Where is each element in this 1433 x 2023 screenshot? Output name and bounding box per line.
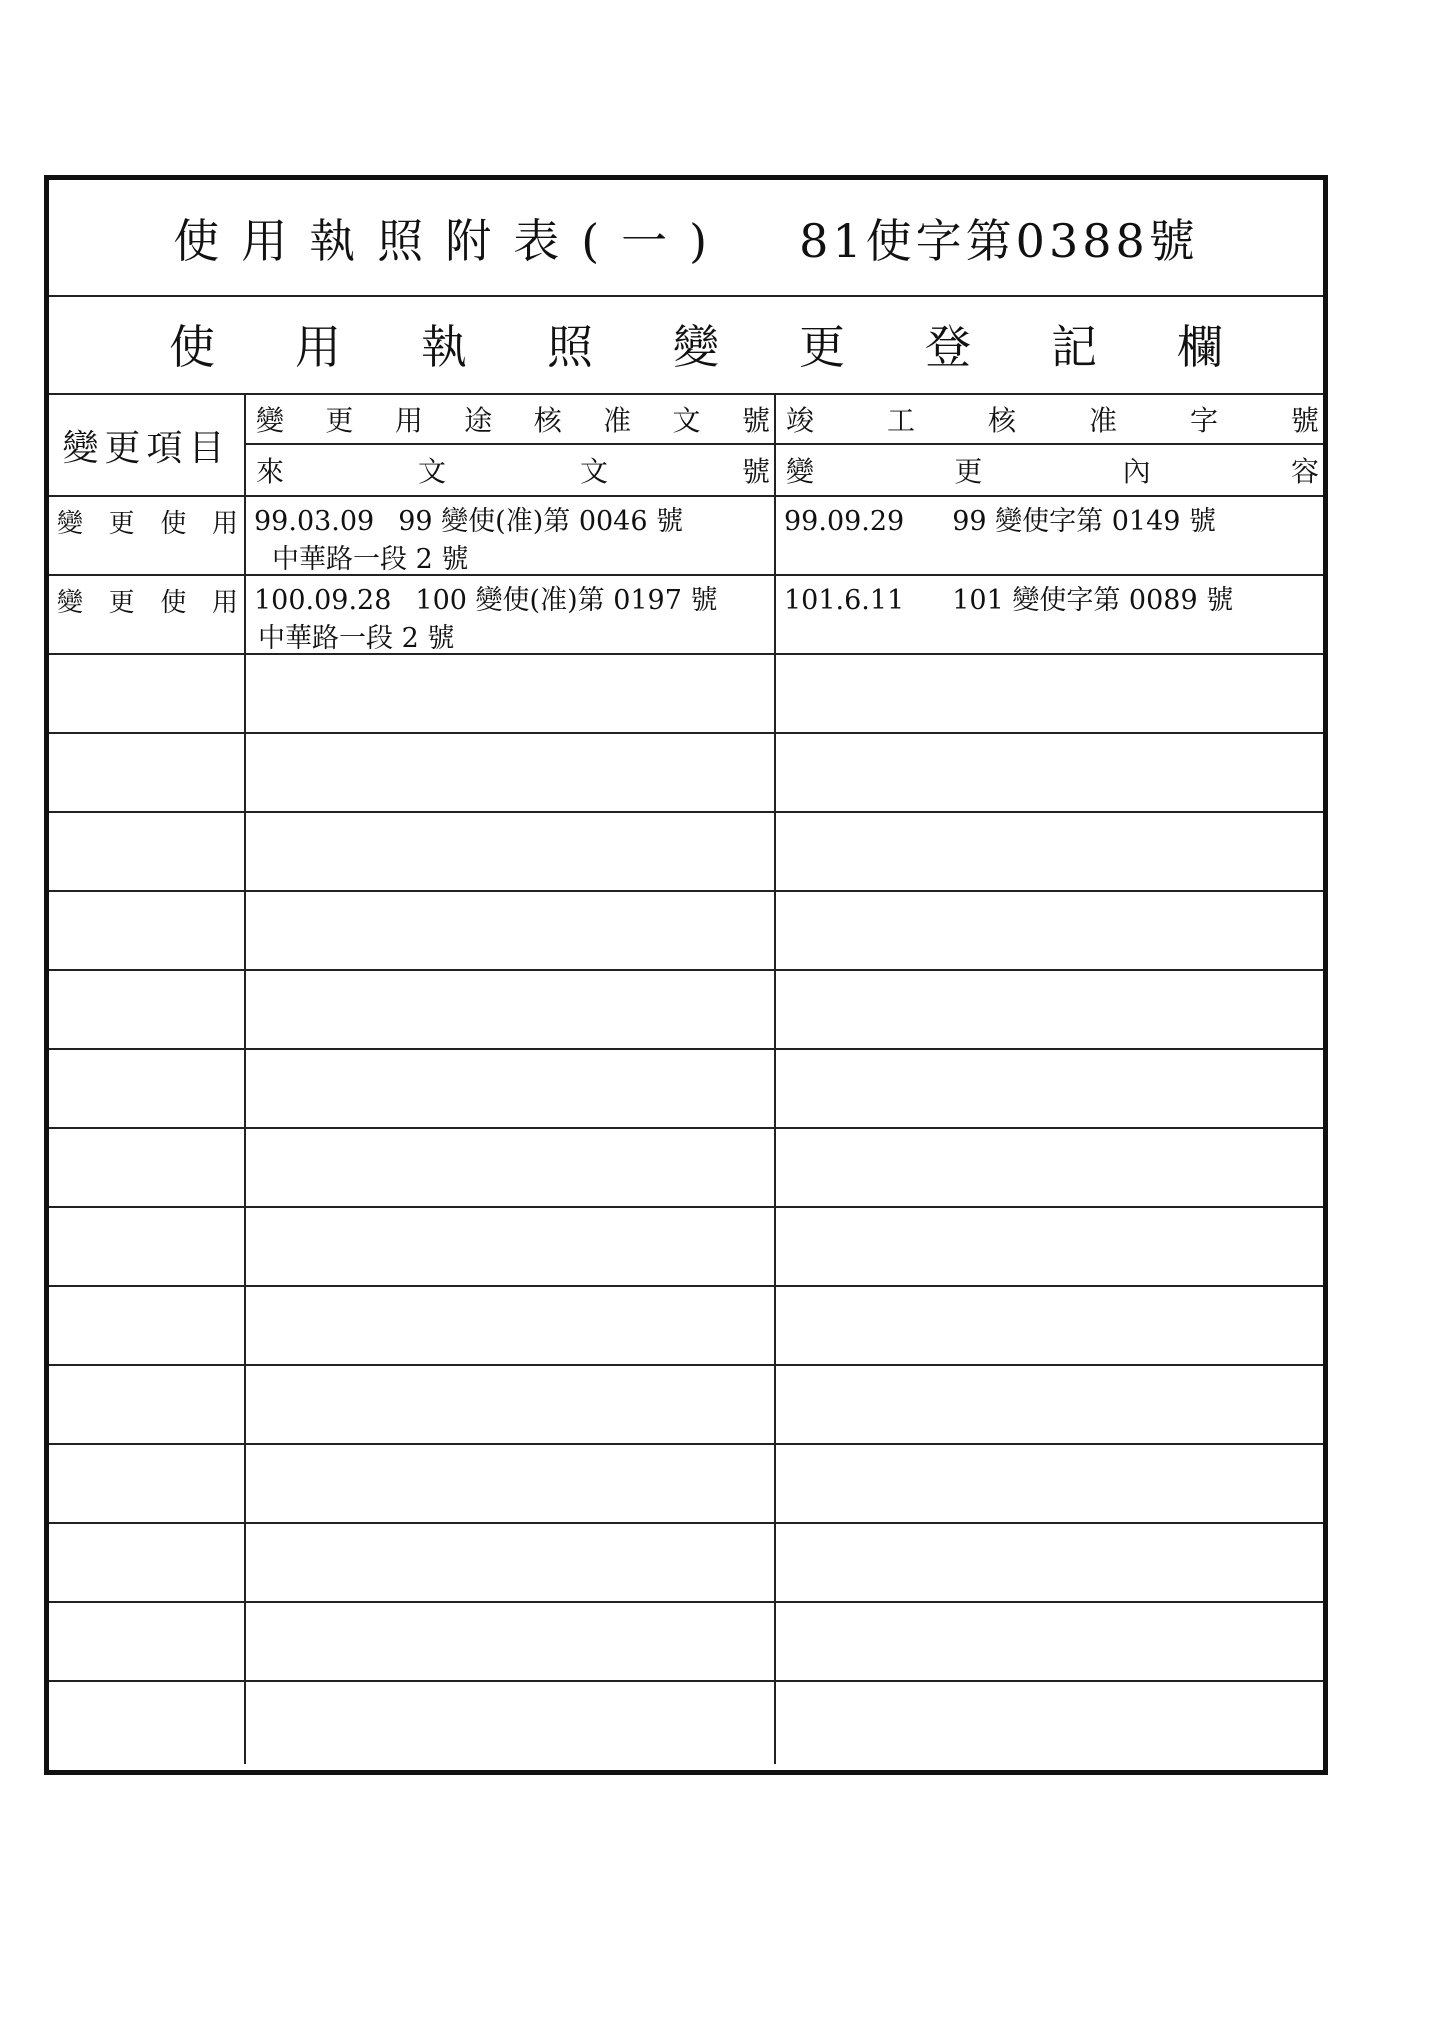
subtitle-char: 欄: [1177, 320, 1223, 374]
table-header: [49, 395, 1323, 497]
header-char: 用: [394, 404, 423, 437]
subtitle-char: 使: [169, 320, 215, 374]
table-row-empty: [49, 1050, 1323, 1129]
header-char: 核: [987, 404, 1016, 437]
row-completion: [776, 497, 1323, 574]
table-row-empty: [49, 655, 1323, 734]
license-number: 81使字第0388號: [799, 213, 1199, 268]
header-char: 變: [786, 455, 815, 488]
header-char: 來: [256, 455, 285, 488]
row-item: 變 更 使 用: [49, 576, 246, 653]
table-row-empty: [49, 1129, 1323, 1208]
approval-date: 99.03.09: [254, 506, 375, 537]
header-char: 號: [1290, 404, 1319, 437]
header-char: 准: [1088, 404, 1117, 437]
table-row-empty: [49, 971, 1323, 1050]
completion-date: 99.09.29: [784, 506, 905, 537]
header-approval-number: [246, 395, 774, 445]
subtitle-char: 執: [421, 320, 467, 374]
completion-date: 101.6.11: [784, 585, 905, 616]
subtitle-char: 登: [925, 320, 971, 374]
header-char: 途: [464, 404, 493, 437]
form-frame: [44, 175, 1328, 1775]
table-row-empty: [49, 892, 1323, 971]
approval-number: 99 變使(准)第 0046 號: [398, 506, 684, 537]
header-approval: [246, 395, 776, 495]
header-char: 竣: [786, 404, 815, 437]
header-char: 內: [1122, 455, 1151, 488]
row-item: 變 更 使 用: [49, 497, 246, 574]
header-completion-number: [776, 395, 1323, 445]
table-row-empty: [49, 1287, 1323, 1366]
header-char: 號: [741, 455, 770, 488]
header-change-content: [776, 445, 1323, 495]
header-char: 字: [1189, 404, 1218, 437]
approval-date: 100.09.28: [254, 585, 392, 616]
subtitle-char: 變: [673, 320, 719, 374]
header-char: 准: [603, 404, 632, 437]
address: 中華路一段 2 號: [272, 544, 469, 575]
subtitle-char: 記: [1051, 320, 1097, 374]
form-subtitle: [49, 295, 1323, 395]
row-approval: [246, 497, 776, 574]
header-char: 號: [741, 404, 770, 437]
header-incoming-document: [246, 445, 774, 495]
table-row-empty: [49, 1366, 1323, 1445]
table-row-empty: [49, 1208, 1323, 1287]
completion-number: 101 變使字第 0089 號: [952, 585, 1234, 616]
table-row-empty: [49, 1524, 1323, 1603]
header-char: 容: [1290, 455, 1319, 488]
header-char: 文: [417, 455, 446, 488]
subtitle-char: 用: [295, 320, 341, 374]
approval-number: 100 變使(准)第 0197 號: [415, 585, 718, 616]
address: 中華路一段 2 號: [258, 623, 455, 654]
row-approval: [246, 576, 776, 653]
header-char: 更: [325, 404, 354, 437]
completion-number: 99 變使字第 0149 號: [952, 506, 1217, 537]
form-title: [49, 180, 1323, 297]
header-char: 文: [579, 455, 608, 488]
subtitle-char: 更: [799, 320, 845, 374]
subtitle-char: 照: [547, 320, 593, 374]
row-completion: [776, 576, 1323, 653]
header-item: 變更項目: [49, 395, 246, 495]
table-row-empty: [49, 734, 1323, 813]
form-title-main: 使用執照附表(一): [173, 213, 730, 268]
header-char: 更: [954, 455, 983, 488]
header-char: 工: [886, 404, 915, 437]
header-char: 文: [672, 404, 701, 437]
table-row-empty: [49, 1682, 1323, 1764]
table-row: [49, 497, 1323, 576]
registration-table: [49, 395, 1323, 1764]
table-row: [49, 576, 1323, 655]
header-completion: [776, 395, 1323, 495]
table-row-empty: [49, 1445, 1323, 1524]
table-row-empty: [49, 1603, 1323, 1682]
header-char: 變: [256, 404, 285, 437]
table-row-empty: [49, 813, 1323, 892]
header-char: 核: [533, 404, 562, 437]
